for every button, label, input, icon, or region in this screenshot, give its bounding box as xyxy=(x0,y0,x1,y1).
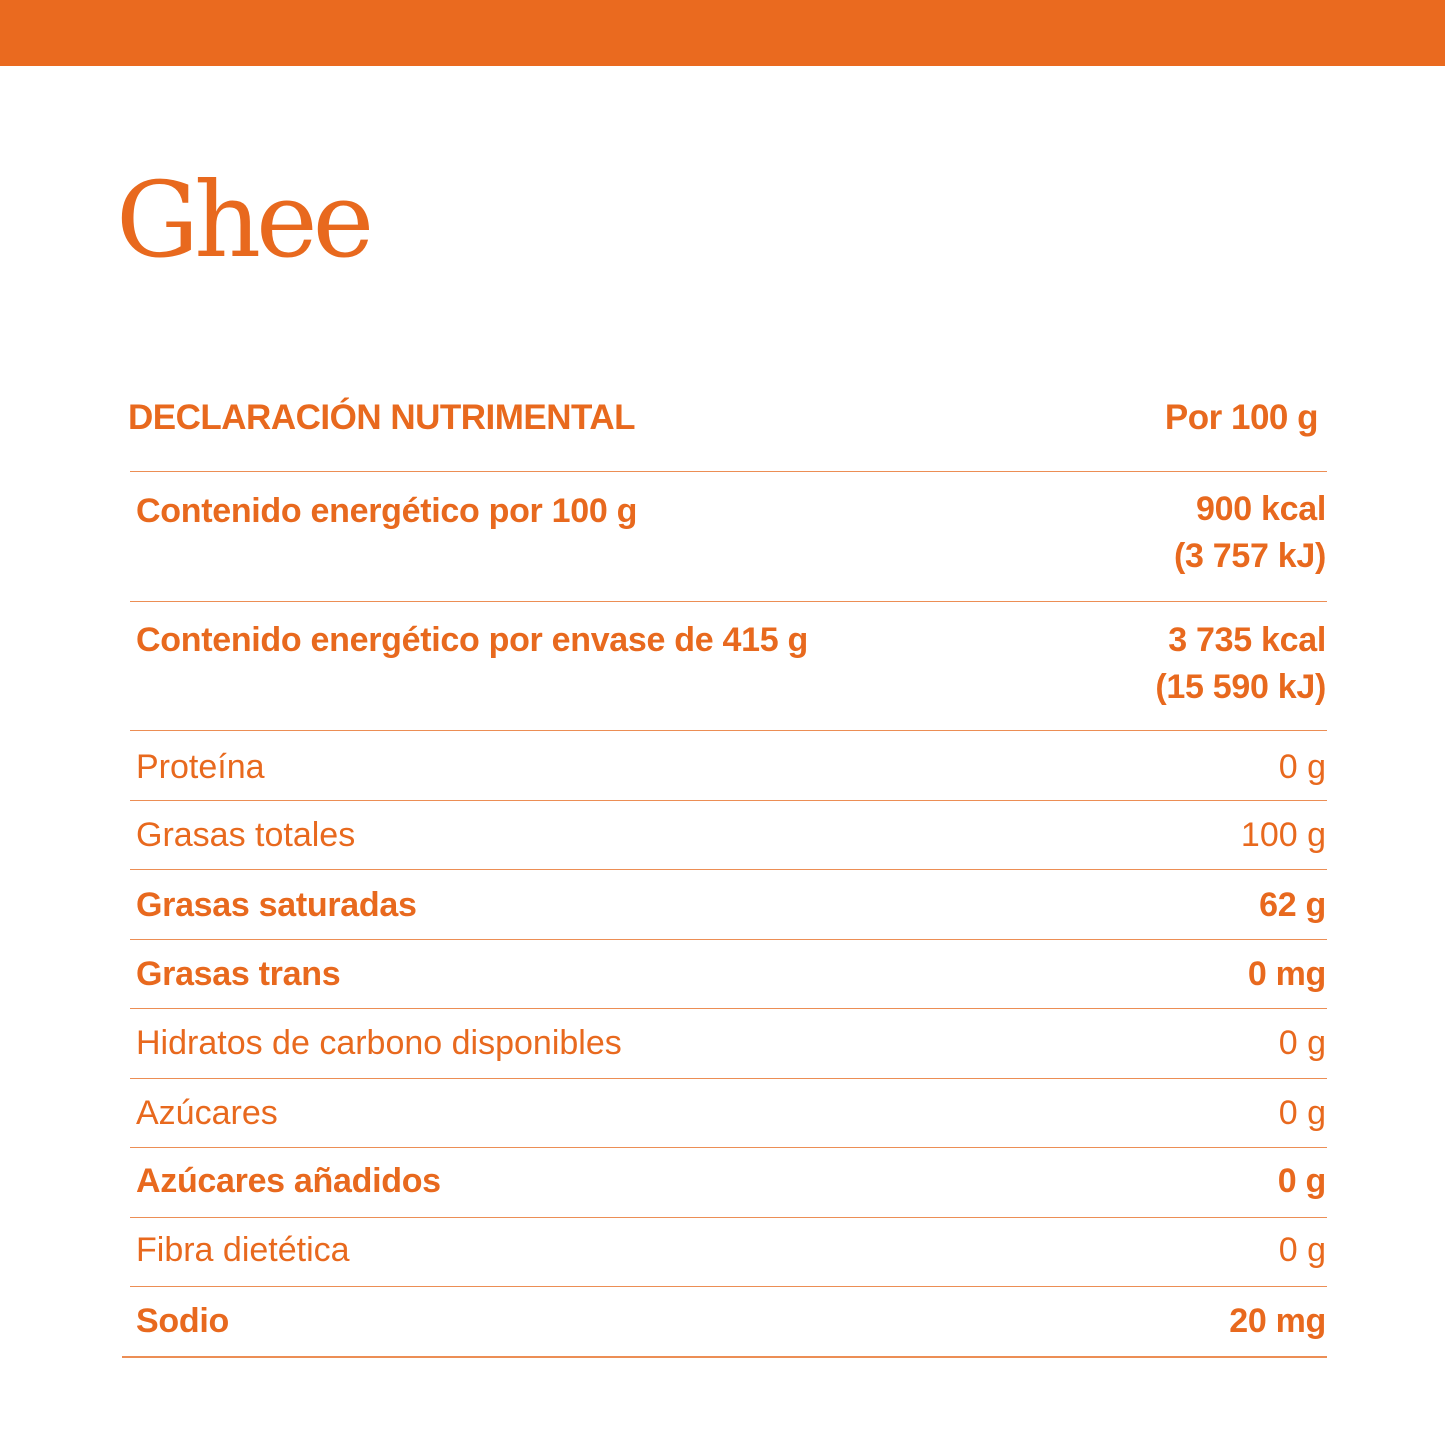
divider xyxy=(130,1286,1327,1287)
nutrient-value: 0 g xyxy=(1278,1024,1326,1062)
nutrient-value: 62 g xyxy=(1259,886,1326,924)
divider xyxy=(130,601,1327,602)
nutrient-label: Contenido energético por 100 g xyxy=(136,492,638,530)
nutrient-value: 0 g xyxy=(1278,1231,1326,1269)
top-accent-bar xyxy=(0,0,1445,66)
divider xyxy=(130,1008,1327,1009)
nutrient-label: Proteína xyxy=(136,748,265,786)
nutrient-label: Azúcares xyxy=(136,1094,278,1132)
divider xyxy=(130,1147,1327,1148)
nutrient-value: 0 mg xyxy=(1247,955,1326,993)
nutrition-table-header xyxy=(128,398,1318,438)
nutrient-label: Grasas saturadas xyxy=(136,886,417,924)
divider xyxy=(130,869,1327,870)
table-row xyxy=(136,491,1326,580)
nutrient-value: 20 mg xyxy=(1229,1302,1326,1340)
nutrient-label: Azúcares añadidos xyxy=(136,1162,441,1200)
nutrient-label: Fibra dietética xyxy=(136,1231,350,1269)
table-row xyxy=(136,1161,1326,1201)
nutrient-label: Sodio xyxy=(136,1302,229,1340)
nutrient-label: Grasas trans xyxy=(136,955,341,993)
divider xyxy=(130,800,1327,801)
product-title: Ghee xyxy=(116,159,370,281)
nutrient-value: 900 kcal (3 757 kJ) xyxy=(1174,490,1326,575)
table-row xyxy=(136,1023,1326,1063)
nutrient-value: 0 g xyxy=(1278,1094,1326,1132)
divider xyxy=(130,471,1327,472)
divider xyxy=(130,1078,1327,1079)
divider xyxy=(130,939,1327,940)
table-row xyxy=(136,1093,1326,1133)
divider xyxy=(130,1217,1327,1218)
table-row xyxy=(136,1301,1326,1341)
nutrient-value: 0 g xyxy=(1277,1162,1326,1200)
nutrient-label: Grasas totales xyxy=(136,816,356,854)
nutrient-value: 100 g xyxy=(1240,816,1326,854)
table-row xyxy=(136,954,1326,994)
table-row xyxy=(136,815,1326,855)
nutrient-label: Contenido energético por envase de 415 g xyxy=(136,621,808,659)
table-row xyxy=(136,1230,1326,1270)
nutrient-value: 3 735 kcal (15 590 kJ) xyxy=(1155,621,1326,706)
table-header-per: Por 100 g xyxy=(1164,398,1318,437)
table-row xyxy=(136,620,1326,711)
nutrient-value: 0 g xyxy=(1278,748,1326,786)
divider xyxy=(130,730,1327,731)
table-header-label: DECLARACIÓN NUTRIMENTAL xyxy=(128,398,635,437)
nutrient-label: Hidratos de carbono disponibles xyxy=(136,1024,622,1062)
table-row xyxy=(136,885,1326,925)
divider-bottom xyxy=(122,1356,1327,1358)
table-row xyxy=(136,747,1326,787)
